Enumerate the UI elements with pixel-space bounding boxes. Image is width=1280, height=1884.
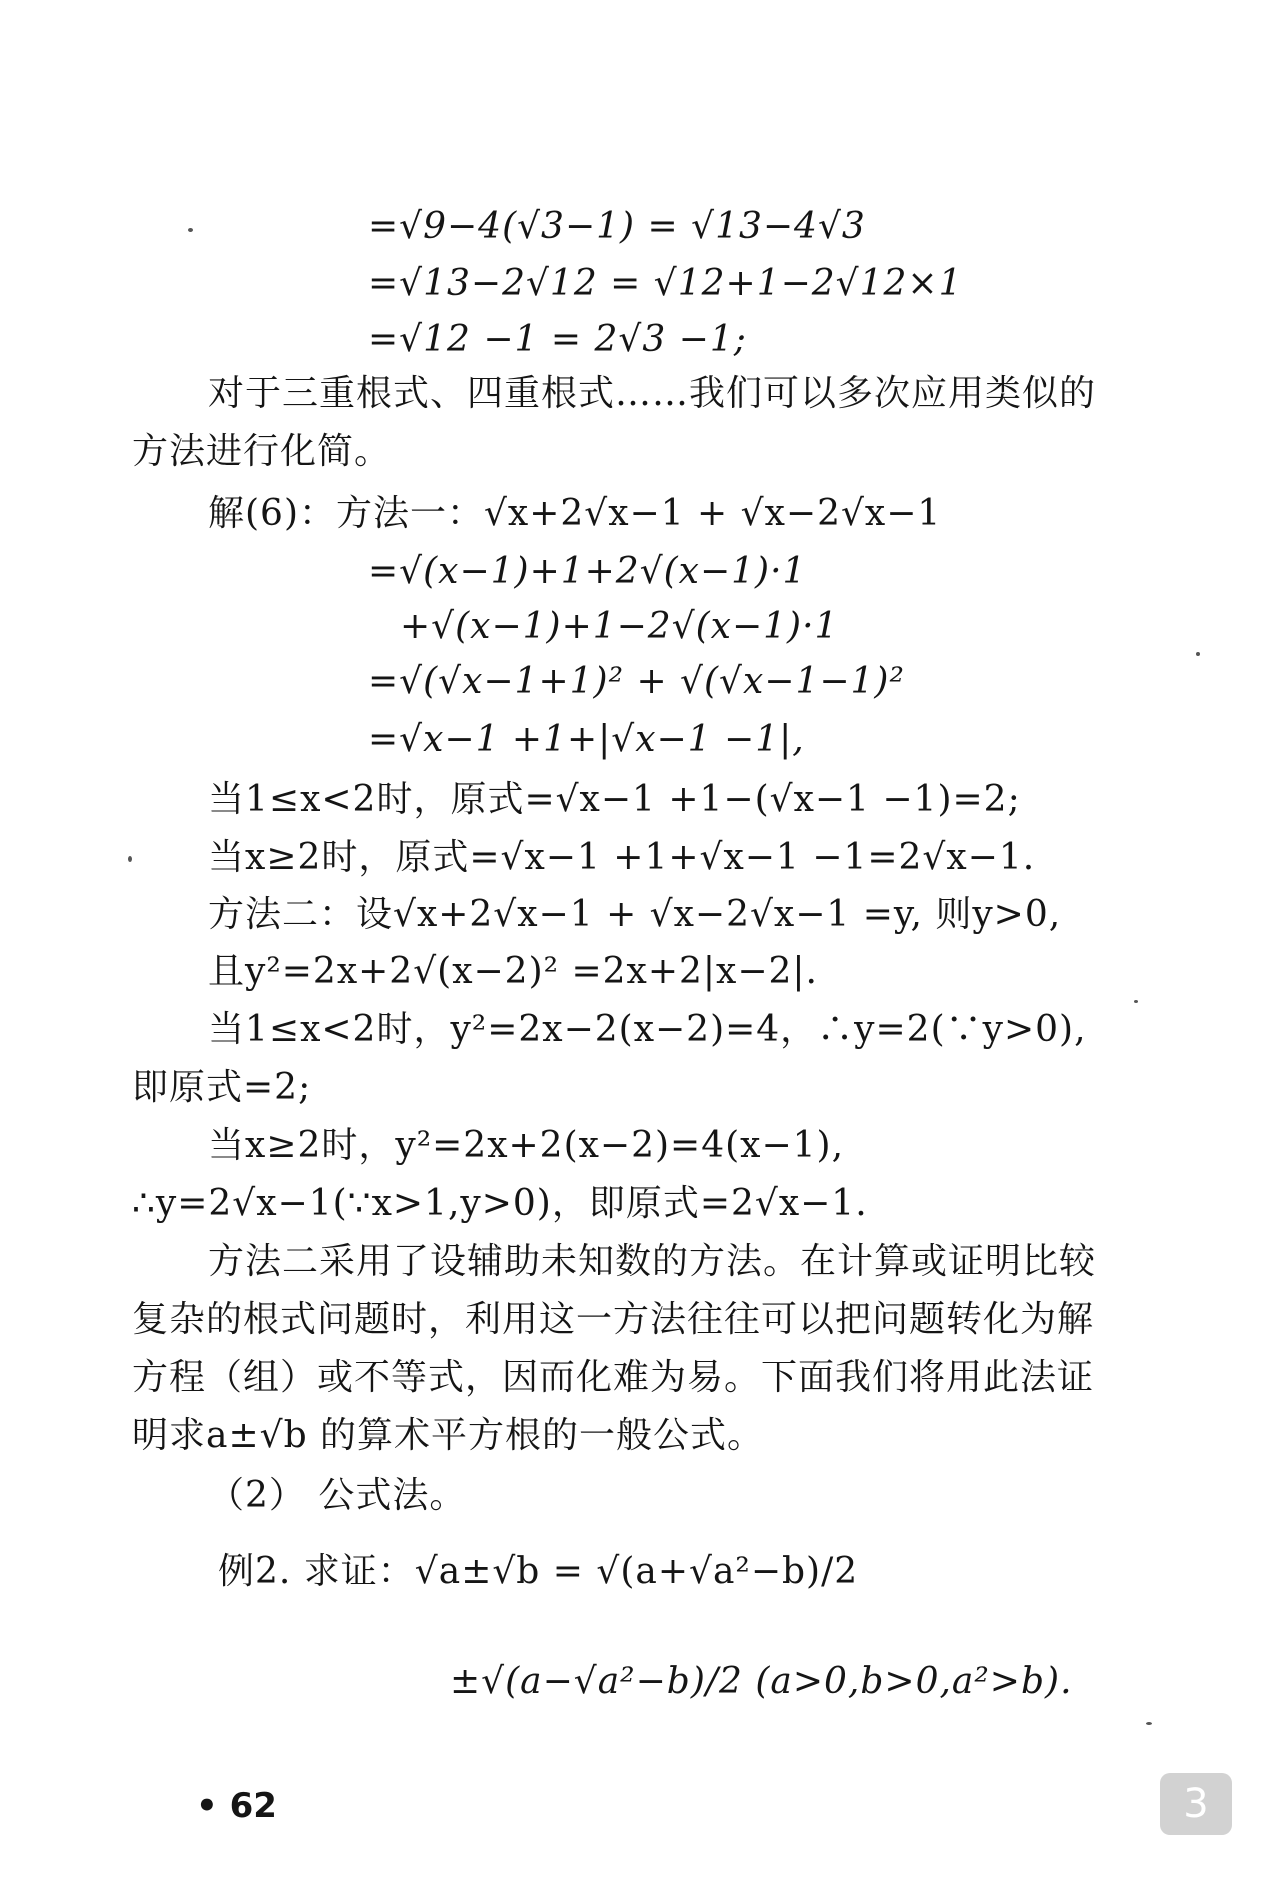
solution-line-2: +√(x−1)+1−2√(x−1)·1: [400, 606, 839, 647]
method-two-line-2: 且y²=2x+2√(x−2)² =2x+2|x−2|.: [208, 951, 818, 992]
paragraph-2-line-4: 明求a±√b 的算术平方根的一般公式。: [132, 1415, 765, 1456]
example-2-statement: 例2. 求证：√a±√b = √(a+√a²−b)/2: [218, 1551, 859, 1592]
method-two-line-3: 当1≤x<2时，y²=2x−2(x−2)=4，∴y=2(∵y>0),: [208, 1009, 1087, 1050]
paragraph-2-line-2: 复杂的根式问题时，利用这一方法往往可以把问题转化为解: [132, 1299, 1095, 1340]
section-heading: （2） 公式法。: [208, 1475, 467, 1516]
method-two-line-5: 当x≥2时，y²=2x+2(x−2)=4(x−1),: [208, 1125, 845, 1166]
method-two-line-4: 即原式=2;: [132, 1067, 312, 1108]
paragraph-2-line-3: 方程（组）或不等式，因而化难为易。下面我们将用此法证: [132, 1357, 1095, 1398]
paragraph-2-line-1: 方法二采用了设辅助未知数的方法。在计算或证明比较: [208, 1241, 1097, 1282]
scan-speck: [1146, 1722, 1152, 1725]
page-number: • 62: [196, 1786, 277, 1826]
case-line-2: 当x≥2时，原式=√x−1 +1+√x−1 −1=2√x−1.: [208, 837, 1036, 878]
page-indicator-badge: 3: [1160, 1773, 1232, 1835]
method-two-line-6: ∴y=2√x−1(∵x>1,y>0)，即原式=2√x−1.: [132, 1183, 868, 1224]
solution-6-heading: 解(6)：方法一：√x+2√x−1 + √x−2√x−1: [208, 493, 942, 534]
example-2-statement-cont: ±√(a−√a²−b)/2 (a>0,b>0,a²>b).: [450, 1661, 1073, 1702]
scan-speck: [128, 856, 132, 862]
case-line-1: 当1≤x<2时，原式=√x−1 +1−(√x−1 −1)=2;: [208, 779, 1021, 820]
method-two-line-1: 方法二：设√x+2√x−1 + √x−2√x−1 =y, 则y>0,: [208, 894, 1062, 935]
scan-speck: [188, 228, 193, 232]
scan-speck: [1196, 652, 1200, 656]
solution-line-1: =√(x−1)+1+2√(x−1)·1: [368, 551, 807, 592]
solution-line-4: =√x−1 +1+|√x−1 −1|,: [368, 719, 805, 760]
equation-line-3: =√12 −1 = 2√3 −1;: [368, 319, 747, 360]
paragraph-line-2: 方法进行化简。: [132, 431, 392, 472]
paragraph-line-1: 对于三重根式、四重根式……我们可以多次应用类似的: [208, 373, 1097, 414]
solution-line-3: =√(√x−1+1)² + √(√x−1−1)²: [368, 661, 905, 702]
equation-line-1: =√9−4(√3−1) = √13−4√3: [368, 206, 866, 247]
equation-line-2: =√13−2√12 = √12+1−2√12×1: [368, 263, 963, 304]
scan-speck: [1134, 1000, 1138, 1003]
